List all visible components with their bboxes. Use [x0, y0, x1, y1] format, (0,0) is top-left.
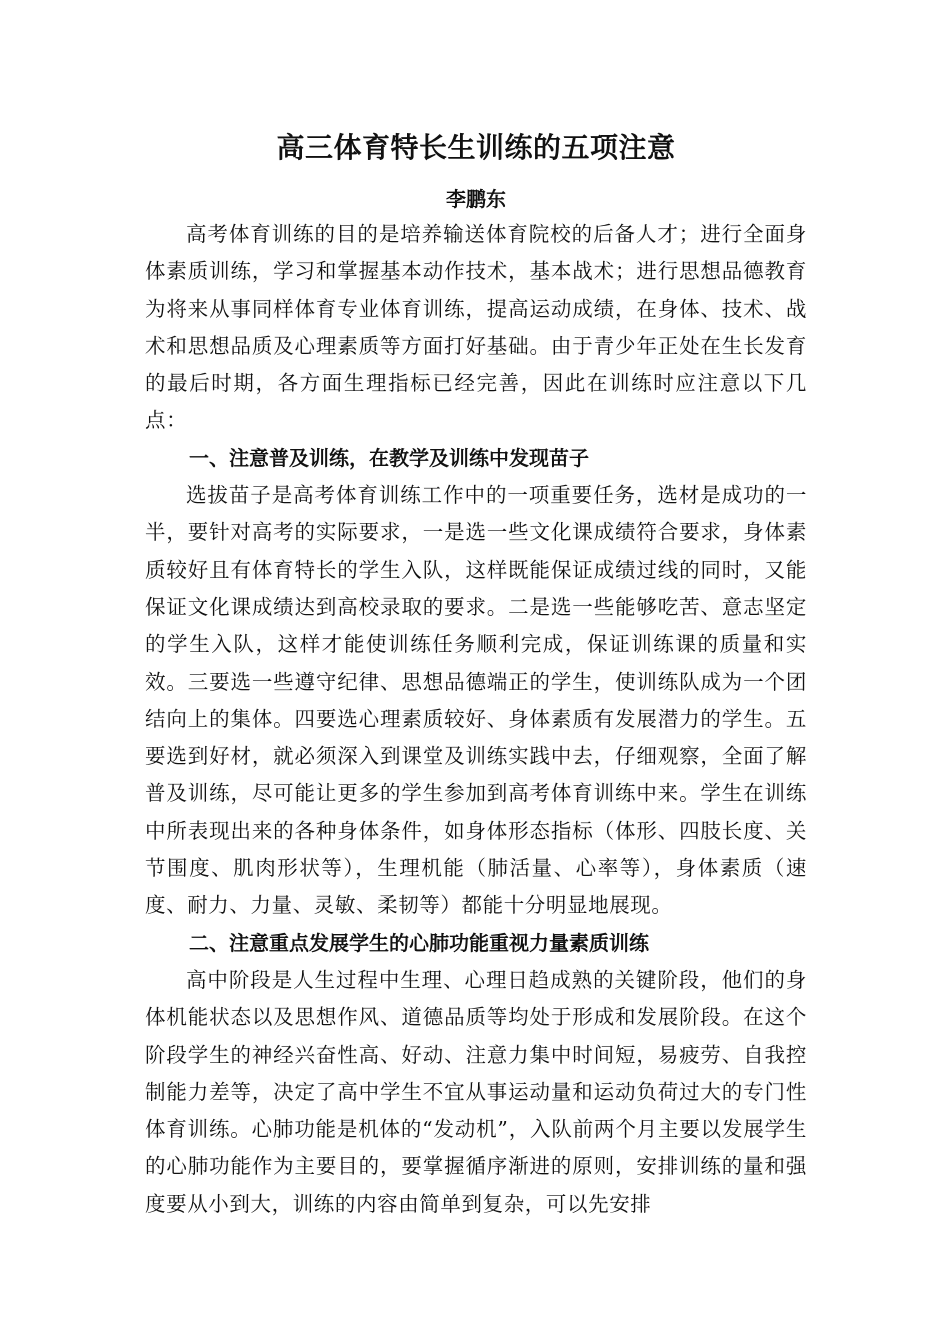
intro-paragraph: 高考体育训练的目的是培养输送体育院校的后备人才；进行全面身体素质训练，学习和掌握基本动作技术，基本战术；进行思想品德教育为将来从事同样体育专业体育训练，提高运动成绩，在身体、技术、战术和思想品质及心理素质等方面打好基础。由于青少年正处在生长发育的最后时期，各方面生理指标已经完善，因此在训练时应注意以下几点： [145, 222, 807, 433]
section-body-1: 选拔苗子是高考体育训练工作中的一项重要任务，选材是成功的一半，要针对高考的实际要求，一是选一些文化课成绩符合要求，身体素质较好且有体育特长的学生入队，这样既能保证成绩过线的同时，又能保证文化课成绩达到高校录取的要求。二是选一些能够吃苦、意志坚定的学生入队，这样才能使训练任务顺利完成，保证训练课的质量和实效。三要选一些遵守纪律、思想品德端正的学生，使训练队成为一个团结向上的集体。四要选心理素质较好、身体素质有发展潜力的学生。五要选到好材，就必须深入到课堂及训练实践中去，仔细观察，全面了解普及训练，尽可能让更多的学生参加到高考体育训练中来。学生在训练中所表现出来的各种身体条件，如身体形态指标（体形、四肢长度、关节围度、肌肉形状等），生理机能（肺活量、心率等），身体素质（速度、耐力、力量、灵敏、柔韧等）都能十分明显地展现。 [145, 483, 807, 918]
section-heading-2: 二、注意重点发展学生的心肺功能重视力量素质训练 [189, 930, 649, 955]
author-name: 李鹏东 [446, 187, 506, 211]
section-heading-1: 一、注意普及训练，在教学及训练中发现苗子 [189, 445, 589, 470]
document-page [145, 128, 807, 1223]
section-body-2: 高中阶段是人生过程中生理、心理日趋成熟的关键阶段，他们的身体机能状态以及思想作风、道德品质等均处于形成和发展阶段。在这个阶段学生的神经兴奋性高、好动、注意力集中时间短，易疲劳、自我控制能力差等，决定了高中学生不宜从事运动量和运动负荷过大的专门性体育训练。心肺功能是机体的“发动机”，入队前两个月主要以发展学生的心肺功能作为主要目的，要掌握循序渐进的原则，安排训练的量和强度要从小到大，训练的内容由简单到复杂，可以先安排 [145, 967, 807, 1216]
document-title: 高三体育特长生训练的五项注意 [276, 131, 676, 164]
